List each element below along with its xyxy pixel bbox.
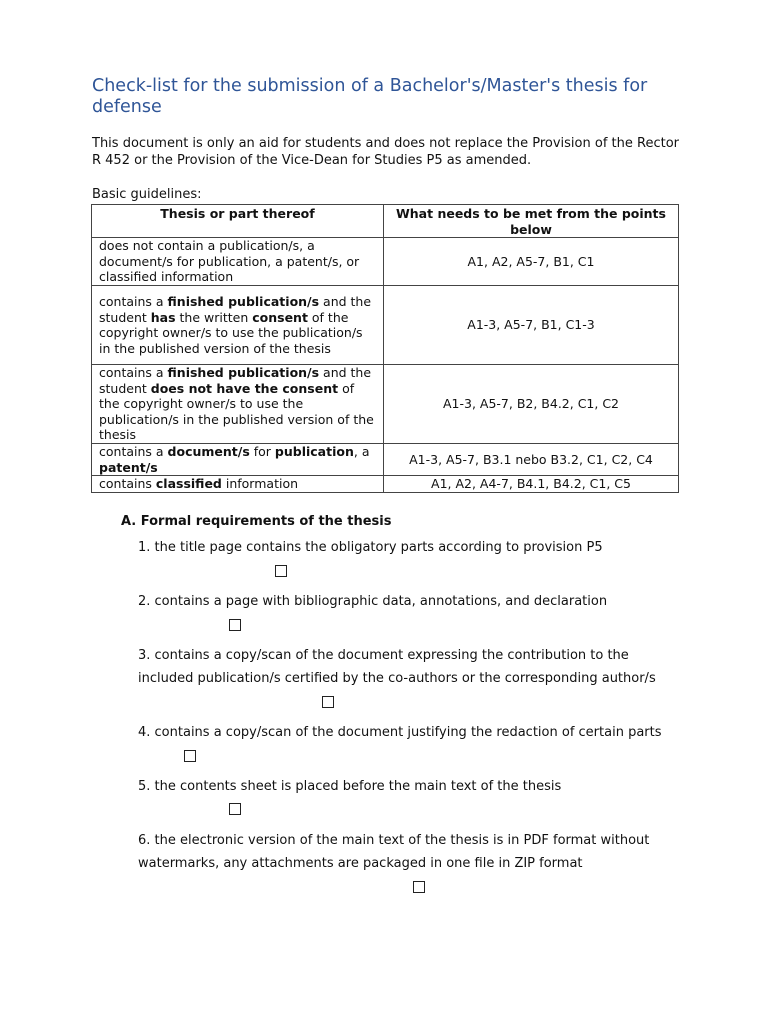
checklist-item-6 <box>138 829 683 875</box>
checklist-item-3 <box>138 644 683 690</box>
row-requirements: A1, A2, A5-7, B1, C1 <box>384 238 679 286</box>
row-condition <box>92 365 384 444</box>
checklist-item-text: 4. contains a copy/scan of the document justifying the redaction of certain parts <box>138 725 662 740</box>
checkbox-item-5[interactable] <box>229 803 241 815</box>
cell-text: contains a <box>99 294 168 309</box>
cell-text: contains a <box>99 365 168 381</box>
table-row <box>92 444 679 476</box>
emphasized-text: publication <box>274 444 354 459</box>
row-condition <box>92 476 384 493</box>
emphasized-text: finished publication/s <box>167 294 320 309</box>
document-title: Check-list for the submission of a Bachelor's/Master's thesis for defense <box>92 76 648 117</box>
checkbox-item-6[interactable] <box>413 881 425 893</box>
table-row <box>92 238 679 286</box>
row-requirements: A1, A2, A4-7, B4.1, B4.2, C1, C5 <box>384 476 679 493</box>
checkbox-item-2[interactable] <box>229 619 241 631</box>
cell-text: the written <box>175 309 253 325</box>
cell-text: for <box>249 444 275 459</box>
table-row <box>92 286 679 365</box>
table-header-row <box>92 205 679 238</box>
section-a-heading: A. Formal requirements of the thesis <box>121 514 392 529</box>
checklist-item-4 <box>138 721 683 744</box>
row-condition <box>92 238 384 286</box>
checkbox-item-1[interactable] <box>275 565 287 577</box>
cell-text: of the copyright owner/s to use the publication/s in the published version of the thesis <box>99 380 374 443</box>
cell-text: contains <box>99 476 156 491</box>
table-row <box>92 476 679 493</box>
row-condition <box>92 286 384 365</box>
basic-guidelines-label: Basic guidelines: <box>92 187 202 202</box>
checklist-item-text: 6. the electronic version of the main text of the thesis is in PDF format without watermarks, any attachments are packaged in one file in ZIP format <box>138 833 650 871</box>
row-requirements: A1-3, A5-7, B1, C1-3 <box>384 286 679 365</box>
checklist-item-text: 1. the title page contains the obligatory parts according to provision P5 <box>138 540 603 555</box>
cell-text: of the copyright owner/s to use the publication/s in the published version of the thesis <box>99 309 363 356</box>
emphasized-text: patent/s <box>99 459 158 475</box>
table-row <box>92 365 679 444</box>
checklist-item-text: 5. the contents sheet is placed before the main text of the thesis <box>138 779 562 794</box>
emphasized-text: classified <box>155 476 222 491</box>
cell-text: and the student <box>99 294 372 325</box>
header-requirements: What needs to be met from the points below <box>384 205 679 238</box>
cell-text: , a <box>353 444 370 459</box>
row-condition <box>92 444 384 476</box>
checklist-item-text: 3. contains a copy/scan of the document expressing the contribution to the included publication/s certified by the co-authors or the corresponding author/s <box>138 648 656 686</box>
intro-paragraph: This document is only an aid for students and does not replace the Provision of the Rector R 452 or the Provision of the Vice-Dean for Studies P5 as amended. <box>92 136 679 168</box>
emphasized-text: document/s <box>167 444 250 459</box>
checklist-item-text: 2. contains a page with bibliographic data, annotations, and declaration <box>138 594 608 609</box>
cell-text: information <box>221 476 299 491</box>
header-thesis-part: Thesis or part thereof <box>92 205 384 238</box>
cell-text: contains a <box>99 444 168 459</box>
emphasized-text: has <box>150 309 176 325</box>
emphasized-text: consent <box>252 309 308 325</box>
checklist-item-1 <box>138 536 683 559</box>
row-requirements: A1-3, A5-7, B2, B4.2, C1, C2 <box>384 365 679 444</box>
row-requirements: A1-3, A5-7, B3.1 nebo B3.2, C1, C2, C4 <box>384 444 679 476</box>
checklist-item-5 <box>138 775 683 798</box>
emphasized-text: does not have the consent <box>150 380 339 396</box>
checkbox-item-3[interactable] <box>322 696 334 708</box>
cell-text: does not contain a publication/s, a document/s for publication, a patent/s, or classified information <box>99 238 360 285</box>
guidelines-table <box>91 204 679 493</box>
cell-text: and the student <box>99 365 372 396</box>
checkbox-item-4[interactable] <box>184 750 196 762</box>
checklist-item-2 <box>138 590 683 613</box>
emphasized-text: finished publication/s <box>167 365 320 381</box>
